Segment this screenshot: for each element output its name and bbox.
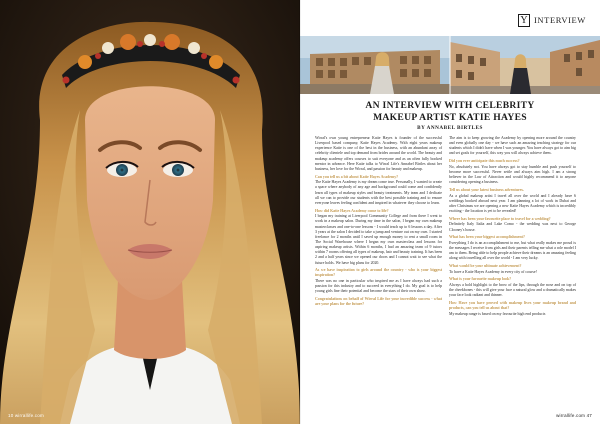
interview-question: What has been your biggest accomplishment? — [449, 235, 525, 240]
article-title-line-2: MAKEUP ARTIST KATIE HAYES — [373, 111, 527, 123]
page-header — [300, 0, 600, 36]
interview-question: How did Katie Hayes Academy come to life? — [315, 208, 389, 213]
article-title-line-1: AN INTERVIEW WITH CELEBRITY — [365, 100, 535, 111]
section-label: INTERVIEW — [534, 15, 586, 25]
answer-paragraph: Everything I do is an accomplishment to me, but what really makes me proud is the messages I receive from girls and their parents telling me what a role model I am to them. Being able to help people achieve their dreams is an amazing feeling along with travelling all over the world - I am very lucky. — [449, 240, 576, 261]
photo-colosseum — [300, 36, 450, 94]
answer-paragraph: There was no one in particular who inspired me as I have always had such a passion for this industry and to succeed in everything I do. My goal is to help young girls fine their potential and become the stars of their own show. — [315, 279, 442, 294]
travel-photo-strip — [300, 36, 600, 94]
magazine-logo-icon: Y — [518, 14, 530, 27]
article-title — [300, 100, 600, 123]
page-number-left: 10 wirrallife.com — [8, 413, 44, 418]
intro-paragraph: Wirral's own young entrepreneur Katie Hayes is founder of the successful Liverpool based company, Katie Hayes Academy. With eight years makeup experience Katie is one of the best in the business, with an abundant array of celebrity clientele and top demand from brides around the world. The beauty and makeup academy offers courses to suit everyone and as an often fully booked mentor in advance. Here Katie talks to Wirral Life's Annabel Birtles about her business, her love for the Wirral, and passion for beauty and makeup. — [315, 136, 442, 171]
answer-paragraph: No, absolutely not. You have always got to stay humble and push yourself to become more successful. Never settle and always aim high. I am a strong believer in the Law of Attraction and would highly recommend it to anyone considering opening a business. — [449, 164, 576, 185]
interview-question: What would be your ultimate achievement? — [449, 263, 522, 268]
interview-question: Where has been your favourite place to travel for a wedding? — [449, 216, 551, 221]
answer-paragraph: I began my training at Liverpool Community College and from there I went to work in a makeup salon. During my time in the salon, I began my own makeup masterclasses and one-to-one lessons - I would teach up to 6 lessons a day. After 3 years at the salon I decided to take a jump and venture out on my own. I started freelance for 2 months until I saved up enough money to rent a small room in The Social Warehouse where I began my own masterclass and lessons for aspiring makeup artists. Within 6 months, I had an amazing team of 9 tutors within 7 rooms offering all types of makeup, hair and beauty training. It has been 2 and a half years since we opened our doors and I cannot wait to see what the future holds. We have big plans for 2020. — [315, 214, 442, 265]
interview-question: Can you tell us a bit about Katie Hayes Academy? — [315, 174, 399, 179]
answer-paragraph: Always a bold highlight to the brow of the lips, through the nose and on top of the cheekbones - this will give your face a natural glow and a dramatically makes your face look radiant and thinner. — [449, 282, 576, 298]
photo-street — [450, 36, 600, 94]
interview-question: Tell us about your latest business adventures. — [449, 187, 524, 192]
interview-question: How Have you have proved with makeup lives your makeup brand and products, can you tell us about that? — [449, 300, 576, 311]
interview-question: Congratulations on behalf of Wirral Life for your incredible success - what are your plans for the future? — [315, 297, 442, 307]
interview-question: Did you ever anticipate this much success? — [449, 159, 520, 164]
answer-paragraph: To have a Katie Hayes Academy in every city of course! — [449, 269, 537, 274]
answer-paragraph: The Katie Hayes Academy is my dream come true. Personally, I wanted to create a space where anybody of any age and background could come and confidently learn all types of makeup styles and beauty treatments. My team and I dedicate all we can to provide our students with the best possible training and to ensure everyone leaves feeling confident and inspired in whatever they choose to learn. — [315, 180, 442, 205]
answer-paragraph: As a global makeup artist I travel all over the world and I already have 6 weddings booked abroad next year. I am planning a lot of work in Dubai and after Christmas we are opening a new Katie Hayes Academy which is incredibly exciting - the location is yet to be revealed! — [449, 193, 576, 214]
answer-paragraph: My makeup range is based on my favourite high end products — [449, 311, 546, 316]
page-spine-shadow — [299, 0, 301, 424]
body-column-left — [315, 136, 442, 307]
body-column-right — [449, 136, 576, 317]
page-number-right: wirrallife.com 47 — [556, 413, 592, 418]
byline: BY ANNABEL BIRTLES — [417, 125, 483, 131]
answer-paragraph: Definitely Italy Italia and Lake Como - the wedding was next to George Clooney's house. — [449, 222, 576, 232]
right-page — [300, 0, 600, 424]
intro-paragraph: The aim is to keep growing the Academy by opening more around the country and even globally one day - we have such an amazing teaching strategy for our students which I didn't have when I was younger. You have always got to aim big and set goals for yourself, this way you will always achieve them. — [449, 136, 576, 156]
interview-question: What is your favourite makeup look? — [449, 277, 512, 282]
interview-question: As we have inspiration to girls around the country - who is your biggest inspiration? — [315, 268, 442, 278]
